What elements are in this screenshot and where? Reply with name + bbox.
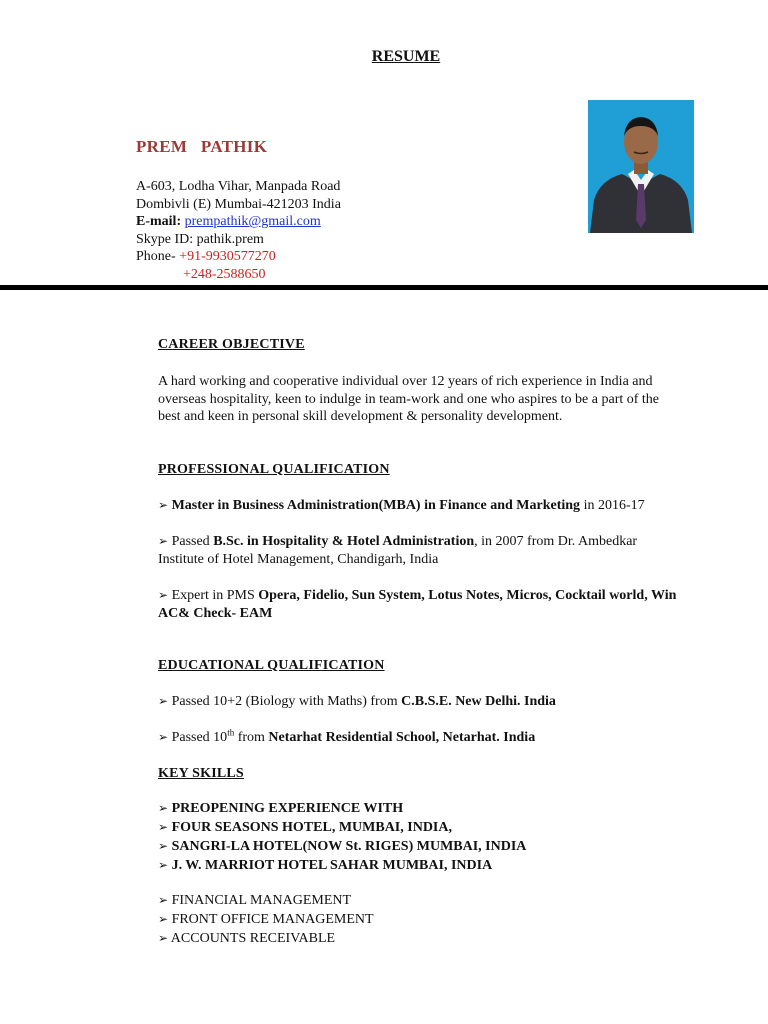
candidate-name: PREM PATHIK	[136, 137, 268, 156]
bsc-degree: B.Sc. in Hospitality & Hotel Administration	[213, 533, 475, 549]
career-objective-text: A hard working and cooperative individual over 12 years of rich experience in India and overseas hospitality, keen to indulge in team-work and one who aspires to be a part of the best and keen in personal skill development & personality development.	[158, 374, 660, 425]
professional-item-1	[158, 496, 678, 515]
key-skill-text: FOUR SEASONS HOTEL, MUMBAI, INDIA,	[171, 819, 452, 835]
address-line-1: A-603, Lodha Vihar, Manpada Road	[136, 179, 341, 194]
skill-text: ACCOUNTS RECEIVABLE	[170, 930, 336, 946]
bsc-prefix: Passed	[171, 533, 214, 549]
hsc-board: C.B.S.E. New Delhi. India	[401, 693, 556, 709]
skype-line: Skype ID: pathik.prem	[136, 231, 264, 247]
phone-line-2	[136, 266, 341, 284]
key-skills-heading: KEY SKILLS	[158, 765, 244, 781]
phone-number-2: +248-2588650	[183, 266, 266, 282]
phone-label: Phone-	[136, 249, 176, 265]
bullet-arrow-icon: ➢	[158, 800, 169, 815]
ssc-school: Netarhat Residential School, Netarhat. India	[268, 729, 536, 745]
educational-item-2	[158, 728, 678, 747]
phone-line	[136, 248, 341, 266]
educational-qualification-heading: EDUCATIONAL QUALIFICATION	[158, 657, 385, 673]
skill-item	[158, 891, 678, 910]
bullet-arrow-icon: ➢	[158, 857, 169, 872]
bullet-arrow-icon: ➢	[158, 729, 169, 744]
bullet-arrow-icon: ➢	[158, 497, 169, 512]
key-skill-text: SANGRI-LA HOTEL(NOW St. RIGES) MUMBAI, INDIA	[171, 838, 527, 854]
bullet-arrow-icon: ➢	[158, 892, 169, 907]
pms-prefix: Expert in PMS	[171, 587, 259, 603]
educational-item-1	[158, 692, 678, 711]
email-link[interactable]: prempathik@gmail.com	[184, 214, 321, 230]
ssc-superscript: th	[227, 727, 235, 738]
bullet-arrow-icon: ➢	[158, 819, 169, 834]
resume-body	[158, 337, 678, 948]
bullet-arrow-icon: ➢	[158, 838, 169, 853]
skill-item	[158, 929, 678, 948]
key-skill-item	[158, 818, 678, 837]
bsc-details: , in 2007 from Dr. Ambedkar Institute of Hotel Management, Chandigarh, India	[158, 533, 638, 567]
pms-list: Opera, Fidelio, Sun System, Lotus Notes, Micros, Cocktail world, Win AC& Check- EAM	[158, 587, 677, 621]
key-skill-item	[158, 837, 678, 856]
phone-number-1: +91-9930577270	[179, 249, 276, 265]
skill-item	[158, 910, 678, 929]
key-skills-bold-list	[158, 799, 678, 875]
key-skills-plain-list	[158, 891, 678, 948]
bullet-arrow-icon: ➢	[158, 930, 169, 945]
professional-item-2	[158, 532, 678, 569]
header-divider	[0, 285, 768, 290]
bullet-arrow-icon: ➢	[158, 533, 169, 548]
career-objective-heading: CAREER OBJECTIVE	[158, 337, 305, 352]
hsc-prefix: Passed 10+2 (Biology with Maths) from	[171, 693, 402, 709]
bullet-arrow-icon: ➢	[158, 587, 169, 602]
profile-photo-graphic	[588, 100, 694, 233]
professional-item-3	[158, 586, 678, 623]
bullet-arrow-icon: ➢	[158, 911, 169, 926]
address-line-2: Dombivli (E) Mumbai-421203 India	[136, 196, 341, 212]
skill-text: FINANCIAL MANAGEMENT	[171, 892, 352, 908]
ssc-prefix: Passed 10	[171, 729, 228, 745]
mba-year: in 2016-17	[580, 497, 645, 513]
key-skill-text: J. W. MARRIOT HOTEL SAHAR MUMBAI, INDIA	[171, 857, 493, 873]
resume-title: RESUME	[371, 48, 441, 65]
email-line	[136, 213, 341, 231]
key-skill-text: PREOPENING EXPERIENCE WITH	[171, 800, 404, 816]
email-label: E-mail:	[136, 214, 182, 230]
contact-block	[136, 178, 341, 284]
bullet-arrow-icon: ➢	[158, 693, 169, 708]
professional-qualification-heading: PROFESSIONAL QUALIFICATION	[158, 461, 390, 477]
ssc-from: from	[234, 729, 269, 745]
profile-photo	[588, 100, 694, 233]
mba-degree: Master in Business Administration(MBA) in Finance and Marketing	[171, 497, 581, 513]
key-skill-item	[158, 799, 678, 818]
skill-text: FRONT OFFICE MANAGEMENT	[171, 911, 374, 927]
key-skill-item	[158, 856, 678, 875]
